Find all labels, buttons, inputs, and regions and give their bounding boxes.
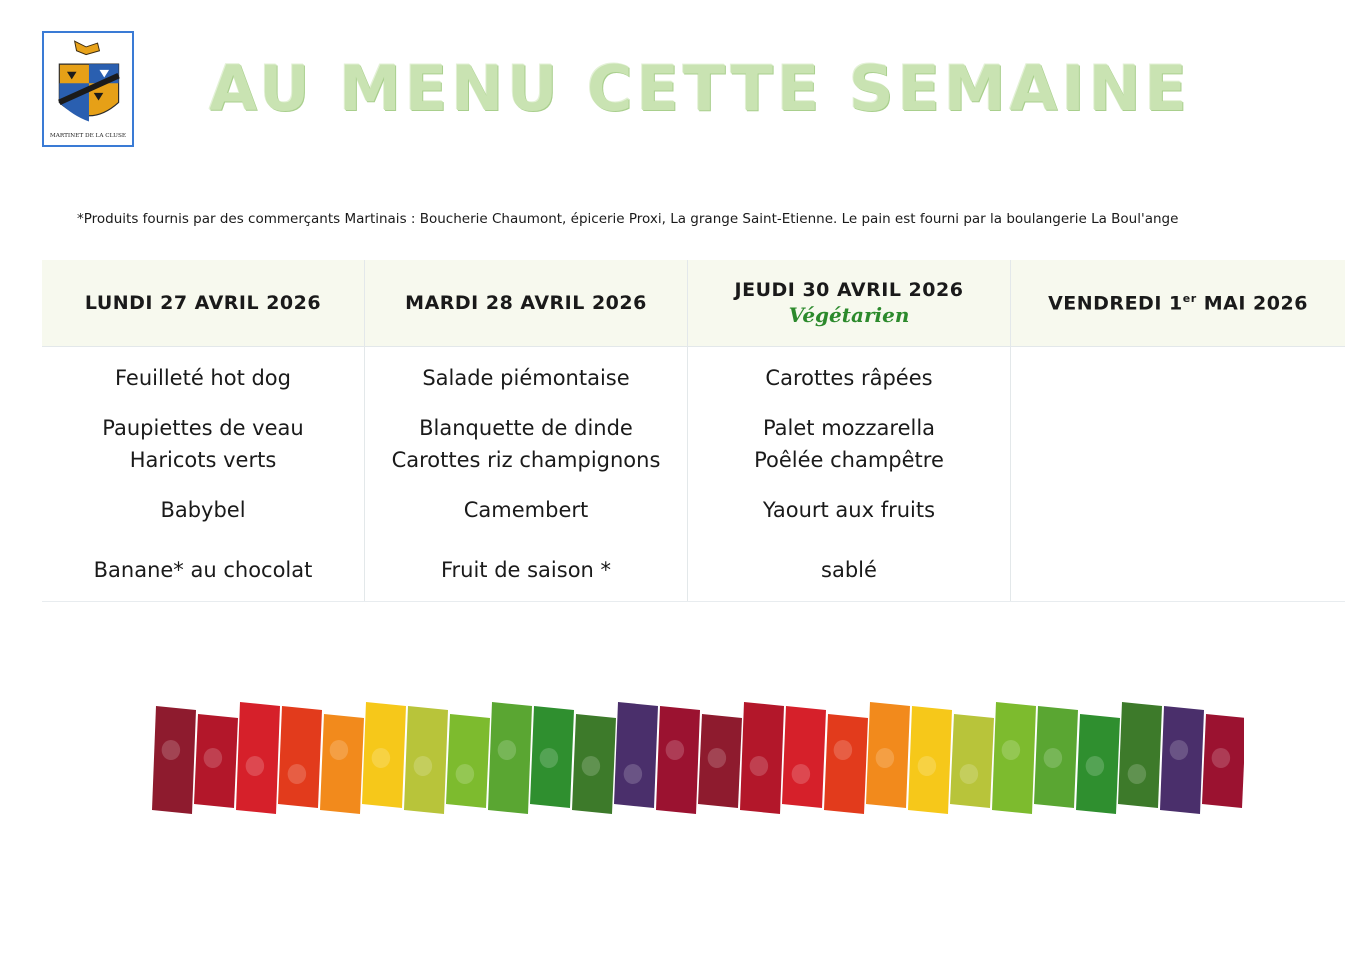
day-header	[1011, 260, 1345, 347]
banner-strip	[320, 714, 364, 814]
banner-strip	[1160, 706, 1204, 814]
cheese-course	[1011, 481, 1345, 539]
day-title: MARDI 28 AVRIL 2026	[405, 292, 647, 314]
banner-strip	[782, 706, 826, 808]
banner-strip-highlight	[540, 748, 558, 768]
day-header	[42, 260, 364, 347]
banner-strip	[950, 714, 994, 808]
day-title	[1048, 292, 1308, 314]
cheese-course: Babybel	[160, 498, 246, 522]
banner-strip	[446, 714, 490, 808]
banner-strip-highlight	[204, 748, 222, 768]
banner-strip-highlight	[414, 756, 432, 776]
banner-strip-highlight	[498, 740, 516, 760]
banner-strip	[614, 702, 658, 808]
side-dish: Carottes riz champignons	[391, 448, 661, 472]
dish-list	[42, 347, 364, 601]
side-dish: Haricots verts	[129, 448, 277, 472]
day-column-tuesday	[365, 260, 688, 601]
banner-strip-highlight	[162, 740, 180, 760]
main-course	[365, 407, 687, 481]
main-course	[1011, 407, 1345, 481]
banner-strip	[824, 714, 868, 814]
banner-strip-highlight	[750, 756, 768, 776]
banner-strip-highlight	[1002, 740, 1020, 760]
banner-strip	[152, 706, 196, 814]
day-title-prefix: VENDREDI 1	[1048, 292, 1183, 315]
main-dish: Blanquette de dinde	[419, 416, 633, 440]
banner-strip-highlight	[330, 740, 348, 760]
dish-list	[365, 347, 687, 601]
day-column-monday	[42, 260, 365, 601]
banner-strip-highlight	[666, 740, 684, 760]
banner-strip-highlight	[876, 748, 894, 768]
day-title-ordinal: er	[1182, 291, 1197, 305]
banner-strip	[278, 706, 322, 808]
banner-strip	[1118, 702, 1162, 808]
municipal-logo	[42, 31, 134, 147]
banner-strip-highlight	[792, 764, 810, 784]
fruit-vegetable-banner-icon	[152, 700, 1244, 820]
banner-strip-highlight	[288, 764, 306, 784]
banner-strip-highlight	[1044, 748, 1062, 768]
day-column-thursday	[688, 260, 1011, 601]
weekly-menu-table	[42, 260, 1345, 602]
day-title-suffix: MAI 2026	[1196, 292, 1308, 315]
banner-strip-highlight	[624, 764, 642, 784]
dish-list	[1011, 347, 1345, 601]
vegetarian-label: Végétarien	[788, 303, 910, 327]
banner-strip-highlight	[960, 764, 978, 784]
banner-strip-highlight	[708, 748, 726, 768]
banner-strip-highlight	[456, 764, 474, 784]
main-course	[42, 407, 364, 481]
page-title: AU MENU CETTE SEMAINE	[209, 52, 1191, 125]
dessert: Banane* au chocolat	[93, 558, 313, 582]
banner-strip-highlight	[372, 748, 390, 768]
dish-list	[688, 347, 1010, 601]
banner-strip-highlight	[246, 756, 264, 776]
banner-strip-highlight	[1086, 756, 1104, 776]
starter: Salade piémontaise	[422, 366, 630, 390]
day-column-friday	[1011, 260, 1345, 601]
banner-strip-highlight	[834, 740, 852, 760]
side-dish: Poêlée champêtre	[754, 448, 944, 472]
main-dish: Paupiettes de veau	[102, 416, 304, 440]
cheese-course: Camembert	[463, 498, 589, 522]
coat-of-arms-icon	[44, 33, 132, 145]
day-header	[365, 260, 687, 347]
dessert: sablé	[821, 558, 877, 582]
day-title: JEUDI 30 AVRIL 2026	[734, 279, 964, 301]
banner-strip-highlight	[918, 756, 936, 776]
svg-text:MARTINET DE LA CLUSE: MARTINET DE LA CLUSE	[49, 132, 127, 139]
banner-strip-highlight	[582, 756, 600, 776]
starter: Carottes râpées	[765, 366, 933, 390]
supplier-note: *Produits fournis par des commerçants Martinais : Boucherie Chaumont, épicerie Proxi, La grange Saint-Etienne. Le pain est fourni par la boulangerie La Boul'ange	[77, 211, 1179, 227]
starter	[1011, 349, 1345, 407]
day-title: LUNDI 27 AVRIL 2026	[84, 292, 322, 314]
dessert	[1011, 539, 1345, 601]
day-header	[688, 260, 1010, 347]
cheese-course: Yaourt aux fruits	[762, 498, 936, 522]
banner-strip-highlight	[1128, 764, 1146, 784]
main-course	[688, 407, 1010, 481]
banner-strip-highlight	[1212, 748, 1230, 768]
starter: Feuilleté hot dog	[115, 366, 291, 390]
banner-strip	[656, 706, 700, 814]
dessert: Fruit de saison *	[440, 558, 612, 582]
main-dish: Palet mozzarella	[762, 416, 936, 440]
banner-strip-highlight	[1170, 740, 1188, 760]
